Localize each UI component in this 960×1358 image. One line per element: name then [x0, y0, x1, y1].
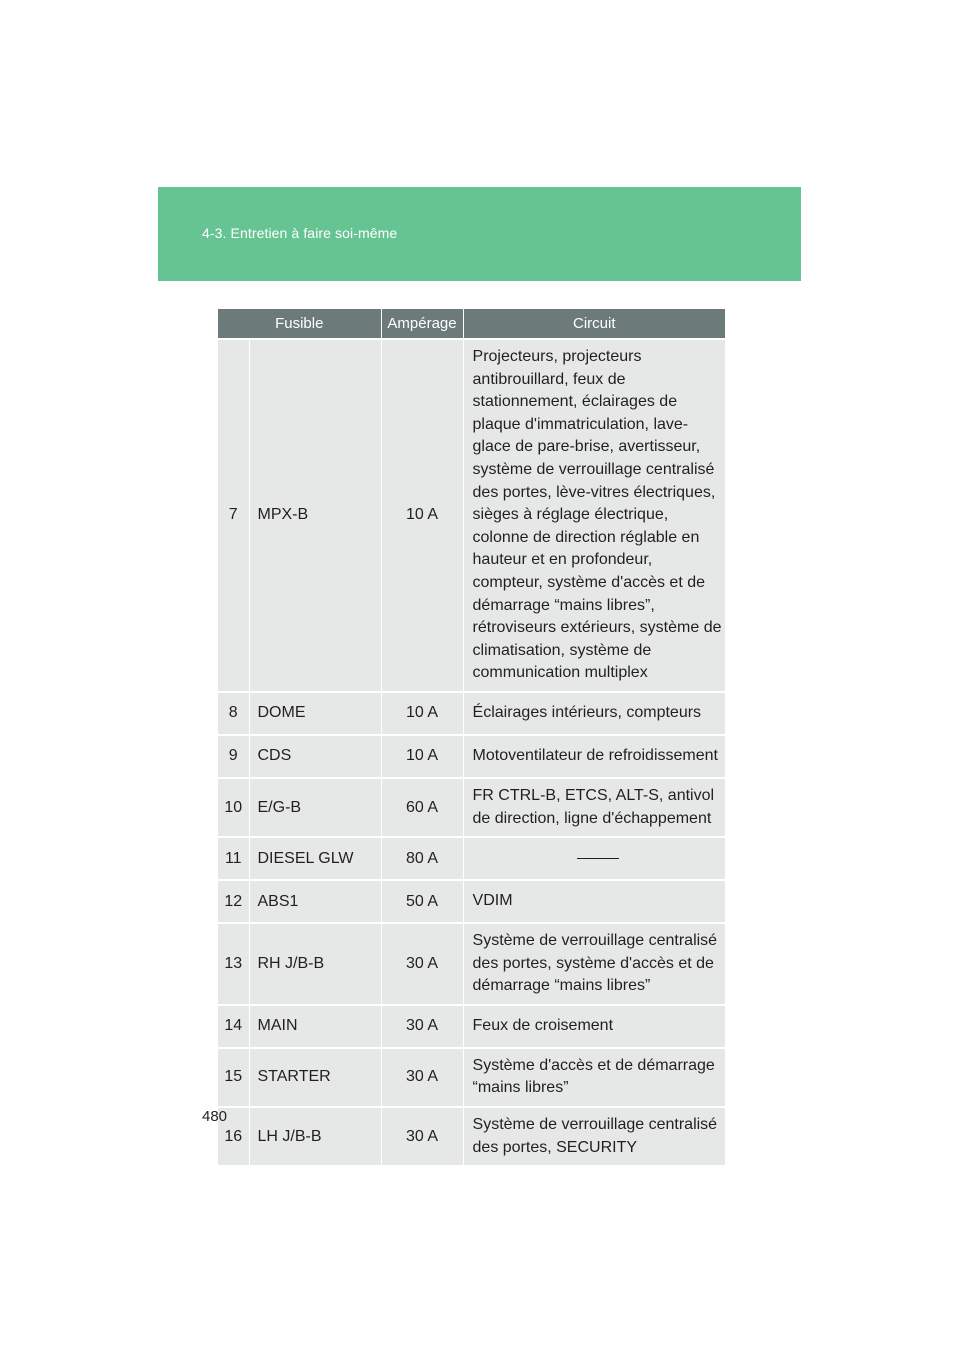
fuse-circuit: Système de verrouillage centralisé des portes, système d'accès et de démarrage “mains libres”	[463, 923, 725, 1005]
fuse-number: 16	[218, 1107, 249, 1165]
table-row	[218, 778, 725, 837]
fuse-amperage: 30 A	[381, 1107, 463, 1165]
fuse-circuit: Feux de croisement	[463, 1005, 725, 1048]
fuse-amperage: 10 A	[381, 692, 463, 735]
fuse-circuit: Projecteurs, projecteurs antibrouillard, feux de stationnement, éclairages de plaque d'immatriculation, lave-glace de pare-brise, avertisseur, système de verrouillage centralisé des portes, lève-vitres électriques, sièges à réglage électrique, colonne de direction réglable en hauteur et en profondeur, compteur, système d'accès et de démarrage “mains libres”, rétroviseurs extérieurs, système de climatisation, système de communication multiplex	[463, 339, 725, 692]
table-row	[218, 880, 725, 923]
fuse-table	[218, 309, 725, 1165]
fuse-number: 12	[218, 880, 249, 923]
fuse-circuit: Motoventilateur de refroidissement	[463, 735, 725, 778]
fuse-number: 15	[218, 1048, 249, 1107]
fuse-circuit-empty	[463, 837, 725, 880]
fuse-amperage: 10 A	[381, 339, 463, 692]
fuse-circuit: Système d'accès et de démarrage “mains libres”	[463, 1048, 725, 1107]
table-row	[218, 1107, 725, 1165]
table-header-row	[218, 309, 725, 339]
fuse-amperage: 50 A	[381, 880, 463, 923]
fuse-amperage: 30 A	[381, 1005, 463, 1048]
fuse-name: CDS	[249, 735, 381, 778]
table-row	[218, 837, 725, 880]
section-title: 4-3. Entretien à faire soi-même	[202, 225, 398, 241]
fuse-amperage: 10 A	[381, 735, 463, 778]
fuse-number: 8	[218, 692, 249, 735]
column-header-circuit: Circuit	[463, 309, 725, 339]
fuse-number: 9	[218, 735, 249, 778]
table-row	[218, 339, 725, 692]
fuse-circuit: Éclairages intérieurs, compteurs	[463, 692, 725, 735]
column-header-amperage: Ampérage	[381, 309, 463, 339]
fuse-name: MPX-B	[249, 339, 381, 692]
fuse-name: ABS1	[249, 880, 381, 923]
page-number: 480	[202, 1108, 228, 1125]
table-row	[218, 692, 725, 735]
fuse-amperage: 30 A	[381, 1048, 463, 1107]
fuse-name: LH J/B-B	[249, 1107, 381, 1165]
fuse-number: 13	[218, 923, 249, 1005]
fuse-name: MAIN	[249, 1005, 381, 1048]
fuse-number: 14	[218, 1005, 249, 1048]
section-header-band	[158, 187, 801, 281]
fuse-amperage: 80 A	[381, 837, 463, 880]
fuse-name: RH J/B-B	[249, 923, 381, 1005]
fuse-name: E/G-B	[249, 778, 381, 837]
table-row	[218, 923, 725, 1005]
fuse-name: STARTER	[249, 1048, 381, 1107]
dash-line	[577, 858, 619, 859]
fuse-amperage: 30 A	[381, 923, 463, 1005]
table-row	[218, 1048, 725, 1107]
table-row	[218, 735, 725, 778]
table-row	[218, 1005, 725, 1048]
fuse-amperage: 60 A	[381, 778, 463, 837]
fuse-number: 7	[218, 339, 249, 692]
fuse-name: DOME	[249, 692, 381, 735]
fuse-circuit: Système de verrouillage centralisé des portes, SECURITY	[463, 1107, 725, 1165]
column-header-fusible: Fusible	[218, 309, 381, 339]
fuse-number: 10	[218, 778, 249, 837]
fuse-circuit: FR CTRL-B, ETCS, ALT-S, antivol de direction, ligne d'échappement	[463, 778, 725, 837]
fuse-number: 11	[218, 837, 249, 880]
fuse-name: DIESEL GLW	[249, 837, 381, 880]
fuse-circuit: VDIM	[463, 880, 725, 923]
